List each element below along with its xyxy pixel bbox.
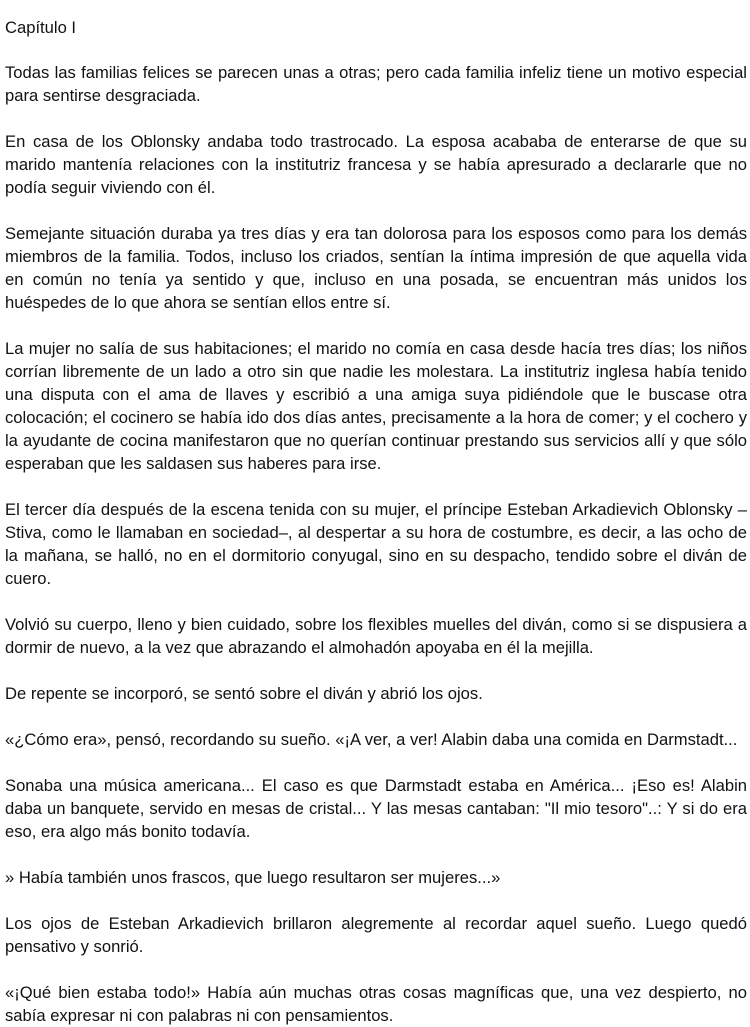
paragraph: Todas las familias felices se parecen unas a otras; pero cada familia infeliz tiene un motivo especial para sentirse desgraciada. <box>5 63 747 105</box>
chapter-title: Capítulo I <box>5 18 77 37</box>
reader-page[interactable] <box>5 0 747 1025</box>
paragraph: Sonaba una música americana... El caso es que Darmstadt estaba en América... ¡Eso es! Alabin daba un banquete, servido en mesas de cristal... Y las mesas cantaban: "Il mio tesoro"..: Y si do era eso, era algo más bonito todavía. <box>5 776 747 841</box>
paragraph: «¿Cómo era», pensó, recordando su sueño. «¡A ver, a ver! Alabin daba una comida en Darmstadt... <box>5 730 738 749</box>
paragraph: En casa de los Oblonsky andaba todo trastrocado. La esposa acababa de enterarse de que su marido mantenía relaciones con la institutriz francesa y se había apresurado a declararle que no podía seguir viviendo con él. <box>5 132 747 197</box>
paragraph: El tercer día después de la escena tenida con su mujer, el príncipe Esteban Arkadievich Oblonsky –Stiva, como le llamaban en sociedad–, al despertar a su hora de costumbre, es decir, a las ocho de la mañana, se halló, no en el dormitorio conyugal, sino en su despacho, tendido sobre el diván de cuero. <box>5 500 747 588</box>
paragraph: La mujer no salía de sus habitaciones; el marido no comía en casa desde hacía tres días; los niños corrían libremente de un lado a otro sin que nadie les molestara. La institutriz inglesa había tenido una disputa con el ama de llaves y escribió a una amiga suya pidiéndole que le buscase otra colocación; el cocinero se había ido dos días antes, precisamente a la hora de comer; y el cochero y la ayudante de cocina manifestaron que no querían continuar prestando sus servicios allí y que sólo esperaban que les saldasen sus haberes para irse. <box>5 339 747 473</box>
paragraph: Los ojos de Esteban Arkadievich brillaron alegremente al recordar aquel sueño. Luego quedó pensativo y sonrió. <box>5 914 747 956</box>
paragraph: De repente se incorporó, se sentó sobre el diván y abrió los ojos. <box>5 684 483 703</box>
paragraph: » Había también unos frascos, que luego resultaron ser mujeres...» <box>5 868 501 887</box>
paragraph: «¡Qué bien estaba todo!» Había aún muchas otras cosas magníficas que, una vez despierto, no sabía expresar ni con palabras ni con pensamientos. <box>5 983 747 1025</box>
paragraph: Semejante situación duraba ya tres días y era tan dolorosa para los esposos como para los demás miembros de la familia. Todos, incluso los criados, sentían la íntima impresión de que aquella vida en común no tenía ya sentido y que, incluso en una posada, se encuentran más unidos los huéspedes de lo que ahora se sentían ellos entre sí. <box>5 224 747 312</box>
paragraph: Volvió su cuerpo, lleno y bien cuidado, sobre los flexibles muelles del diván, como si se dispusiera a dormir de nuevo, a la vez que abrazando el almohadón apoyaba en él la mejilla. <box>5 615 747 657</box>
